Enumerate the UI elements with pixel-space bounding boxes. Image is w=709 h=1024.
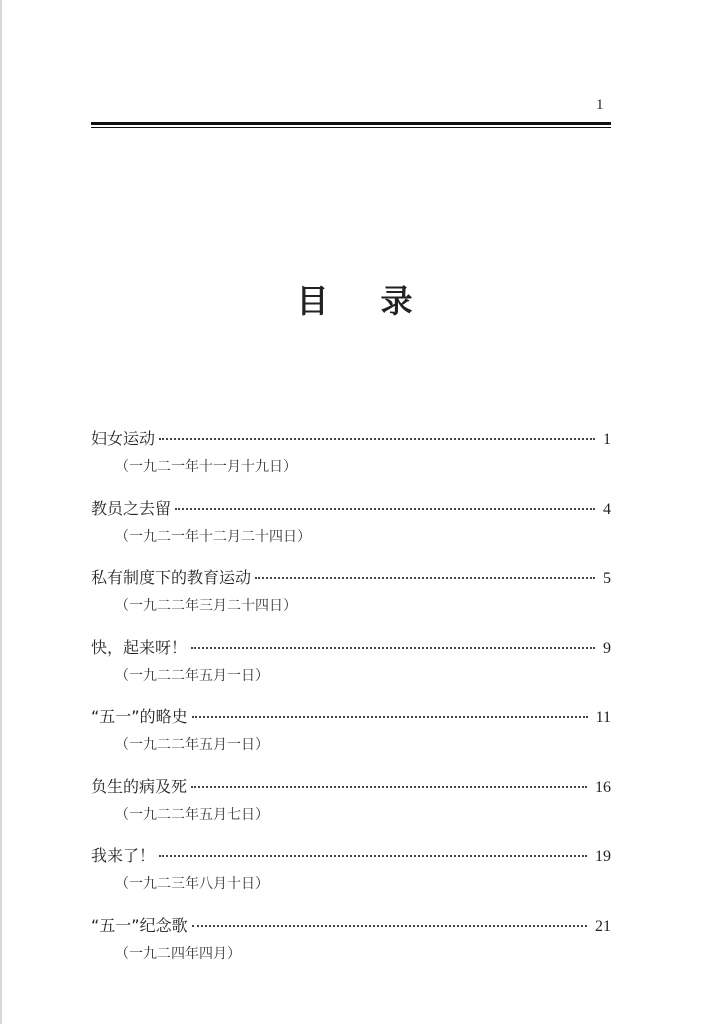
toc-entry-row[interactable]	[91, 565, 611, 587]
entry-title[interactable]: 快，起来呀！	[91, 637, 188, 657]
header-rule-thick	[91, 122, 611, 125]
toc-entry-row[interactable]	[91, 704, 611, 726]
entry-date: （一九二一年十二月二十四日）	[115, 528, 311, 545]
entry-page-number[interactable]: 5	[603, 570, 611, 587]
entry-title[interactable]: 负生的病及死	[91, 776, 188, 796]
entry-title[interactable]: 教员之去留	[91, 498, 172, 518]
entry-title[interactable]: “五一”纪念歌	[91, 915, 188, 935]
dot-leader	[255, 577, 595, 579]
entry-date: （一九二一年十一月十九日）	[115, 459, 297, 475]
entry-date: （一九二二年五月七日）	[115, 806, 269, 823]
dot-leader	[159, 438, 595, 440]
toc-entry-row[interactable]	[91, 913, 611, 935]
entry-page-number[interactable]: 9	[603, 639, 611, 657]
toc-entry[interactable]	[91, 843, 611, 893]
entry-page-number[interactable]: 21	[595, 917, 611, 935]
toc-entry[interactable]	[91, 635, 611, 685]
toc-entry[interactable]	[91, 913, 611, 963]
entry-title[interactable]: 我来了！	[91, 846, 156, 865]
dot-leader	[191, 647, 595, 649]
entry-page-number[interactable]: 1	[603, 431, 611, 448]
toc-entry-row[interactable]	[91, 635, 611, 657]
entry-page-number[interactable]: 16	[595, 778, 611, 796]
entry-title[interactable]: 私有制度下的教育运动	[91, 568, 252, 587]
toc-entry[interactable]	[91, 426, 611, 476]
entry-page-number[interactable]: 11	[595, 709, 611, 726]
header-rule-thin	[91, 127, 611, 128]
toc-entry[interactable]	[91, 565, 611, 615]
toc-entry[interactable]	[91, 774, 611, 824]
toc-entry[interactable]	[91, 496, 611, 546]
entry-title[interactable]: 妇女运动	[91, 429, 156, 448]
toc-entry-row[interactable]	[91, 843, 611, 865]
toc-entry-row[interactable]	[91, 426, 611, 448]
toc-entry-row[interactable]	[91, 496, 611, 518]
entry-date: （一九二二年五月一日）	[115, 667, 269, 684]
entry-date: （一九二二年三月二十四日）	[115, 598, 297, 614]
dot-leader	[192, 716, 588, 718]
toc-entry[interactable]	[91, 704, 611, 754]
dot-leader	[175, 508, 595, 510]
entry-page-number[interactable]: 19	[595, 848, 611, 865]
dot-leader	[159, 855, 587, 857]
toc-title	[0, 276, 709, 322]
toc-title-char: 目	[296, 282, 329, 320]
page-number: 1	[596, 97, 604, 113]
dot-leader	[192, 925, 587, 927]
toc-title-char: 录	[380, 282, 413, 320]
page-edge	[0, 0, 2, 1024]
entry-date: （一九二二年五月一日）	[115, 737, 269, 753]
entry-date: （一九二三年八月十日）	[115, 876, 269, 892]
entry-date: （一九二四年四月）	[115, 945, 241, 962]
entry-page-number[interactable]: 4	[603, 500, 611, 518]
entry-title[interactable]: “五一”的略史	[91, 707, 188, 726]
toc-entry-row[interactable]	[91, 774, 611, 796]
dot-leader	[191, 786, 587, 788]
